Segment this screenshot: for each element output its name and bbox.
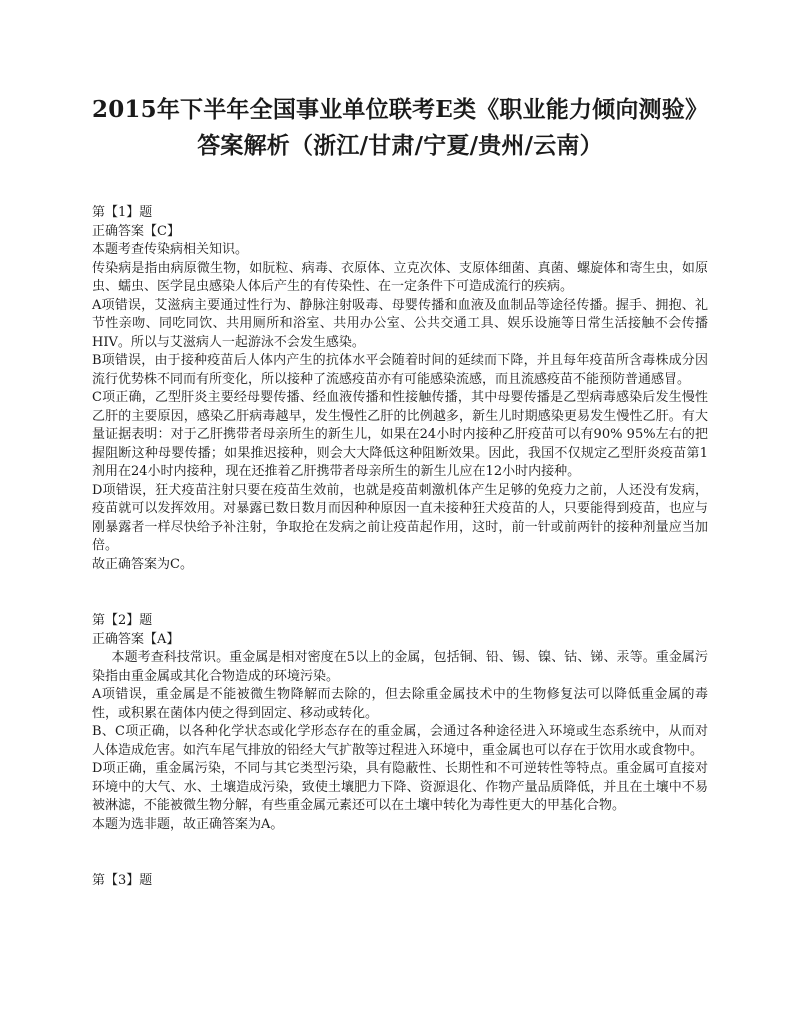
explanation-intro: 本题考查科技常识。重金属是相对密度在5以上的金属，包括铜、铅、锡、镍、钴、锑、汞等。重金属污染指由重金属或其化合物造成的环境污染。 [92, 650, 708, 684]
option-c-analysis: C项正确，乙型肝炎主要经母婴传播、经血液传播和性接触传播，其中母婴传播是乙型病毒感染后发生慢性乙肝的主要原因，感染乙肝病毒越早，发生慢性乙肝的比例越多，新生儿时期感染更易发生慢性乙肝。有大量证据表明：对于乙肝携带者母亲所生的新生儿，如果在24小时内接种乙肝疫苗可以有90% 95%左右的把握阻断这种母婴传播；如果推迟接种，则会大大降低这种阻断效果。因此，我国不仅规定乙型肝炎疫苗第1剂用在24小时内接种，现在还推着乙肝携带者母亲所生的新生儿应在12小时内接种。 [92, 390, 708, 479]
option-d-analysis: D项正确，重金属污染，不同与其它类型污染，具有隐蔽性、长期性和不可逆转性等特点。重金属可直接对环境中的大气、水、土壤造成污染，致使土壤肥力下降、资源退化、作物产量品质降低，并且在土壤中不易被淋滤，不能被微生物分解，有些重金属元素还可以在土壤中转化为毒性更大的甲基化合物。 [92, 761, 708, 813]
question-1 [92, 204, 708, 574]
option-b-analysis: B项错误，由于接种疫苗后人体内产生的抗体水平会随着时间的延续而下降，并且每年疫苗所含毒株成分因流行优势株不同而有所变化，所以接种了流感疫苗亦有可能感染流感，而且流感疫苗不能预防普通感冒。 [92, 353, 708, 387]
explanation-intro: 本题考查传染病相关知识。 [92, 242, 249, 257]
question-2 [92, 612, 708, 834]
question-heading: 第【1】题 [92, 205, 153, 220]
option-bc-analysis: B、C项正确，以各种化学状态或化学形态存在的重金属，会通过各种途径进入环境或生态系统中，从而对人体造成危害。如汽车尾气排放的铅经大气扩散等过程进入环境中，重金属也可以存在于饮用水或食物中。 [92, 724, 708, 758]
question-heading: 第【2】题 [92, 613, 153, 628]
title-line-2: 答案解析（浙江/甘肃/宁夏/贵州/云南） [197, 132, 603, 159]
question-3 [92, 872, 708, 891]
option-a-analysis: A项错误，艾滋病主要通过性行为、静脉注射吸毒、母婴传播和血液及血制品等途径传播。握手、拥抱、礼节性亲吻、同吃同饮、共用厕所和浴室、共用办公室、公共交通工具、娱乐设施等日常生活接触不会传播HIV。所以与艾滋病人一起游泳不会发生感染。 [92, 297, 708, 350]
question-heading: 第【3】题 [92, 873, 153, 888]
answer-conclusion: 故正确答案为C。 [92, 556, 193, 572]
option-a-analysis: A项错误，重金属是不能被微生物降解而去除的，但去除重金属技术中的生物修复法可以降低重金属的毒性，或积累在菌体内使之得到固定、移动或转化。 [92, 687, 708, 721]
answer-conclusion: 本题为选非题，故正确答案为A。 [92, 816, 284, 832]
option-d-analysis: D项错误，狂犬疫苗注射只要在疫苗生效前，也就是疫苗刺激机体产生足够的免疫力之前，人还没有发病，疫苗就可以发挥效用。对暴露已数日数月而因种种原因一直未接种狂犬疫苗的人，只要能得到疫苗，也应与刚暴露者一样尽快给予补注射，争取抢在发病之前让疫苗起作用，这时，前一针或前两针的接种剂量应当加倍。 [92, 482, 708, 553]
correct-answer: 正确答案【C】 [92, 223, 180, 239]
title-line-1: 2015年下半年全国事业单位联考E类《职业能力倾向测验》 [92, 96, 709, 123]
correct-answer: 正确答案【A】 [92, 631, 180, 647]
document-title [92, 92, 708, 164]
explanation-definition: 传染病是指由病原微生物，如朊粒、病毒、衣原体、立克次体、支原体细菌、真菌、螺旋体和寄生虫，如原虫、蠕虫、医学昆虫感染人体后产生的有传染性、在一定条件下可造成流行的疾病。 [92, 260, 708, 294]
